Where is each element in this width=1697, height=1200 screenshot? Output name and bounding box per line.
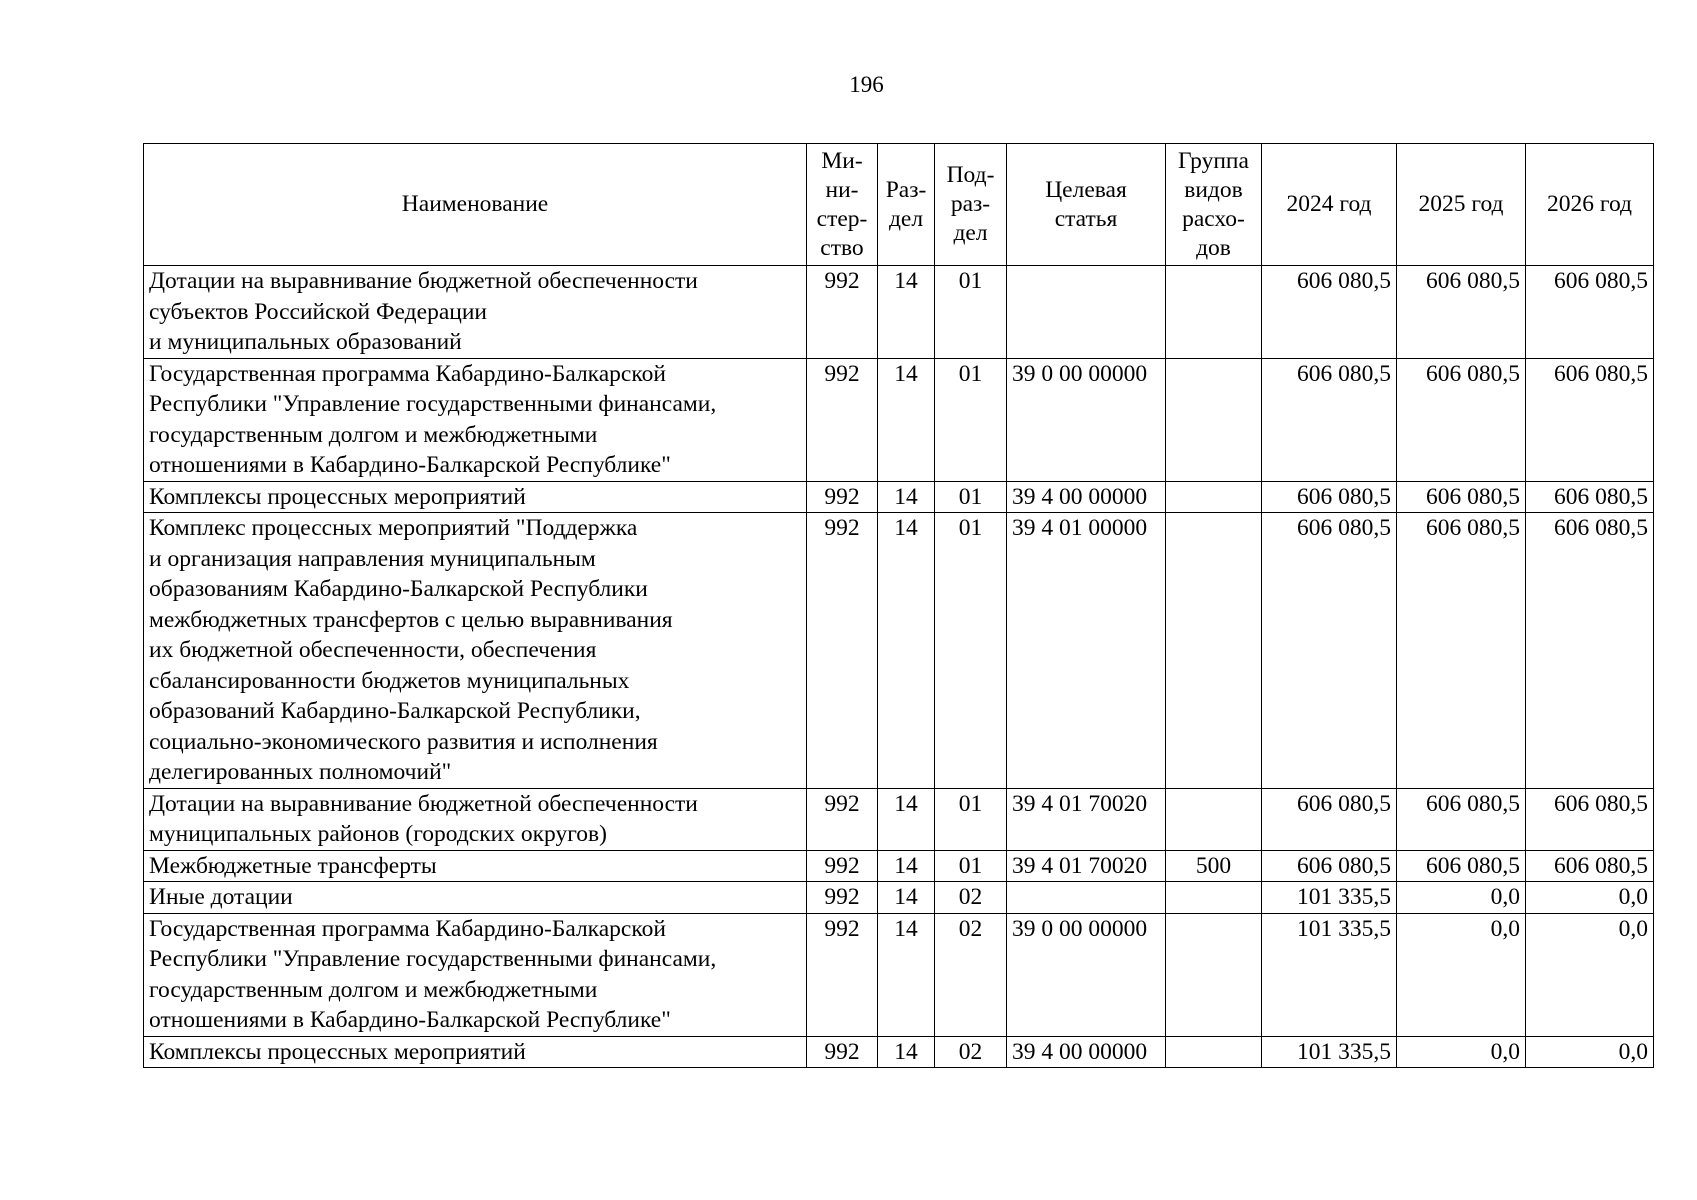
row-2025: 606 080,5 (1397, 266, 1526, 359)
row-section: 14 (878, 913, 935, 1036)
row-section: 14 (878, 358, 935, 481)
row-2026: 606 080,5 (1526, 266, 1654, 359)
row-2026: 606 080,5 (1526, 481, 1654, 513)
budget-table (143, 143, 1654, 1068)
row-expense-group (1166, 882, 1262, 914)
row-section: 14 (878, 850, 935, 882)
row-name: Комплексы процессных мероприятий (144, 481, 807, 513)
row-target-article: 39 0 00 00000 (1007, 358, 1166, 481)
row-subsection: 01 (935, 788, 1007, 850)
row-2026: 606 080,5 (1526, 358, 1654, 481)
header-row (144, 144, 1654, 266)
header-target-article: Целевая статья (1007, 144, 1166, 266)
row-ministry: 992 (807, 513, 878, 789)
row-2026: 606 080,5 (1526, 850, 1654, 882)
row-2024: 606 080,5 (1262, 850, 1397, 882)
row-expense-group: 500 (1166, 850, 1262, 882)
row-2024: 606 080,5 (1262, 513, 1397, 789)
row-ministry: 992 (807, 882, 878, 914)
table-row (144, 913, 1654, 1036)
row-2025: 0,0 (1397, 882, 1526, 914)
row-2024: 606 080,5 (1262, 481, 1397, 513)
header-year-2025: 2025 год (1397, 144, 1526, 266)
row-subsection: 01 (935, 481, 1007, 513)
header-section: Раз- дел (878, 144, 935, 266)
row-expense-group (1166, 481, 1262, 513)
row-2025: 606 080,5 (1397, 513, 1526, 789)
row-ministry: 992 (807, 788, 878, 850)
row-2024: 606 080,5 (1262, 358, 1397, 481)
row-section: 14 (878, 266, 935, 359)
row-expense-group (1166, 358, 1262, 481)
row-ministry: 992 (807, 266, 878, 359)
header-expense-group: Группа видов расхо- дов (1166, 144, 1262, 266)
row-subsection: 01 (935, 513, 1007, 789)
row-2025: 0,0 (1397, 1036, 1526, 1068)
row-2024: 606 080,5 (1262, 788, 1397, 850)
row-2025: 606 080,5 (1397, 850, 1526, 882)
row-ministry: 992 (807, 481, 878, 513)
table-header (144, 144, 1654, 266)
table-row (144, 882, 1654, 914)
row-2026: 0,0 (1526, 1036, 1654, 1068)
row-2025: 606 080,5 (1397, 358, 1526, 481)
row-subsection: 02 (935, 913, 1007, 1036)
row-expense-group (1166, 913, 1262, 1036)
table-row (144, 481, 1654, 513)
row-ministry: 992 (807, 850, 878, 882)
row-2024: 606 080,5 (1262, 266, 1397, 359)
row-2025: 0,0 (1397, 913, 1526, 1036)
row-target-article: 39 4 00 00000 (1007, 481, 1166, 513)
table-body (144, 266, 1654, 1068)
row-name: Межбюджетные трансферты (144, 850, 807, 882)
table-row (144, 788, 1654, 850)
row-name: Государственная программа Кабардино-Балкарской Республики "Управление государственными финансами, государственным долгом и межбюджетными отношениями в Кабардино-Балкарской Республике" (144, 358, 807, 481)
row-subsection: 02 (935, 1036, 1007, 1068)
table-row (144, 850, 1654, 882)
row-ministry: 992 (807, 1036, 878, 1068)
row-expense-group (1166, 1036, 1262, 1068)
row-expense-group (1166, 266, 1262, 359)
row-subsection: 01 (935, 850, 1007, 882)
header-name: Наименование (144, 144, 807, 266)
row-name: Комплекс процессных мероприятий "Поддержка и организация направления муниципальным образованиям Кабардино-Балкарской Республики межбюджетных трансфертов с целью выравнивания их бюджетной обеспеченности, обеспечения сбалансированности бюджетов муниципальных образований Кабардино-Балкарской Республики, социально-экономического развития и исполнения делегированных полномочий" (144, 513, 807, 789)
row-target-article (1007, 266, 1166, 359)
row-subsection: 01 (935, 358, 1007, 481)
row-name: Государственная программа Кабардино-Балкарской Республики "Управление государственными финансами, государственным долгом и межбюджетными отношениями в Кабардино-Балкарской Республике" (144, 913, 807, 1036)
header-subsection: Под- раз- дел (935, 144, 1007, 266)
row-name: Дотации на выравнивание бюджетной обеспеченности муниципальных районов (городских округов) (144, 788, 807, 850)
row-2025: 606 080,5 (1397, 788, 1526, 850)
row-section: 14 (878, 1036, 935, 1068)
row-subsection: 02 (935, 882, 1007, 914)
row-section: 14 (878, 788, 935, 850)
row-section: 14 (878, 882, 935, 914)
page-number: 196 (849, 72, 884, 97)
row-2026: 606 080,5 (1526, 788, 1654, 850)
row-ministry: 992 (807, 913, 878, 1036)
row-subsection: 01 (935, 266, 1007, 359)
row-target-article (1007, 882, 1166, 914)
row-section: 14 (878, 481, 935, 513)
row-section: 14 (878, 513, 935, 789)
row-target-article: 39 4 01 70020 (1007, 850, 1166, 882)
header-year-2026: 2026 год (1526, 144, 1654, 266)
row-ministry: 992 (807, 358, 878, 481)
row-2024: 101 335,5 (1262, 913, 1397, 1036)
table-row (144, 513, 1654, 789)
row-2024: 101 335,5 (1262, 1036, 1397, 1068)
row-target-article: 39 0 00 00000 (1007, 913, 1166, 1036)
row-2025: 606 080,5 (1397, 481, 1526, 513)
row-target-article: 39 4 00 00000 (1007, 1036, 1166, 1068)
table-row (144, 266, 1654, 359)
table-row (144, 358, 1654, 481)
row-expense-group (1166, 788, 1262, 850)
row-2026: 0,0 (1526, 913, 1654, 1036)
row-target-article: 39 4 01 00000 (1007, 513, 1166, 789)
row-target-article: 39 4 01 70020 (1007, 788, 1166, 850)
row-expense-group (1166, 513, 1262, 789)
row-2026: 0,0 (1526, 882, 1654, 914)
header-year-2024: 2024 год (1262, 144, 1397, 266)
row-name: Иные дотации (144, 882, 807, 914)
table-row (144, 1036, 1654, 1068)
row-name: Дотации на выравнивание бюджетной обеспеченности субъектов Российской Федерации и муниципальных образований (144, 266, 807, 359)
header-ministry: Ми- ни- стер- ство (807, 144, 878, 266)
row-2026: 606 080,5 (1526, 513, 1654, 789)
row-2024: 101 335,5 (1262, 882, 1397, 914)
row-name: Комплексы процессных мероприятий (144, 1036, 807, 1068)
